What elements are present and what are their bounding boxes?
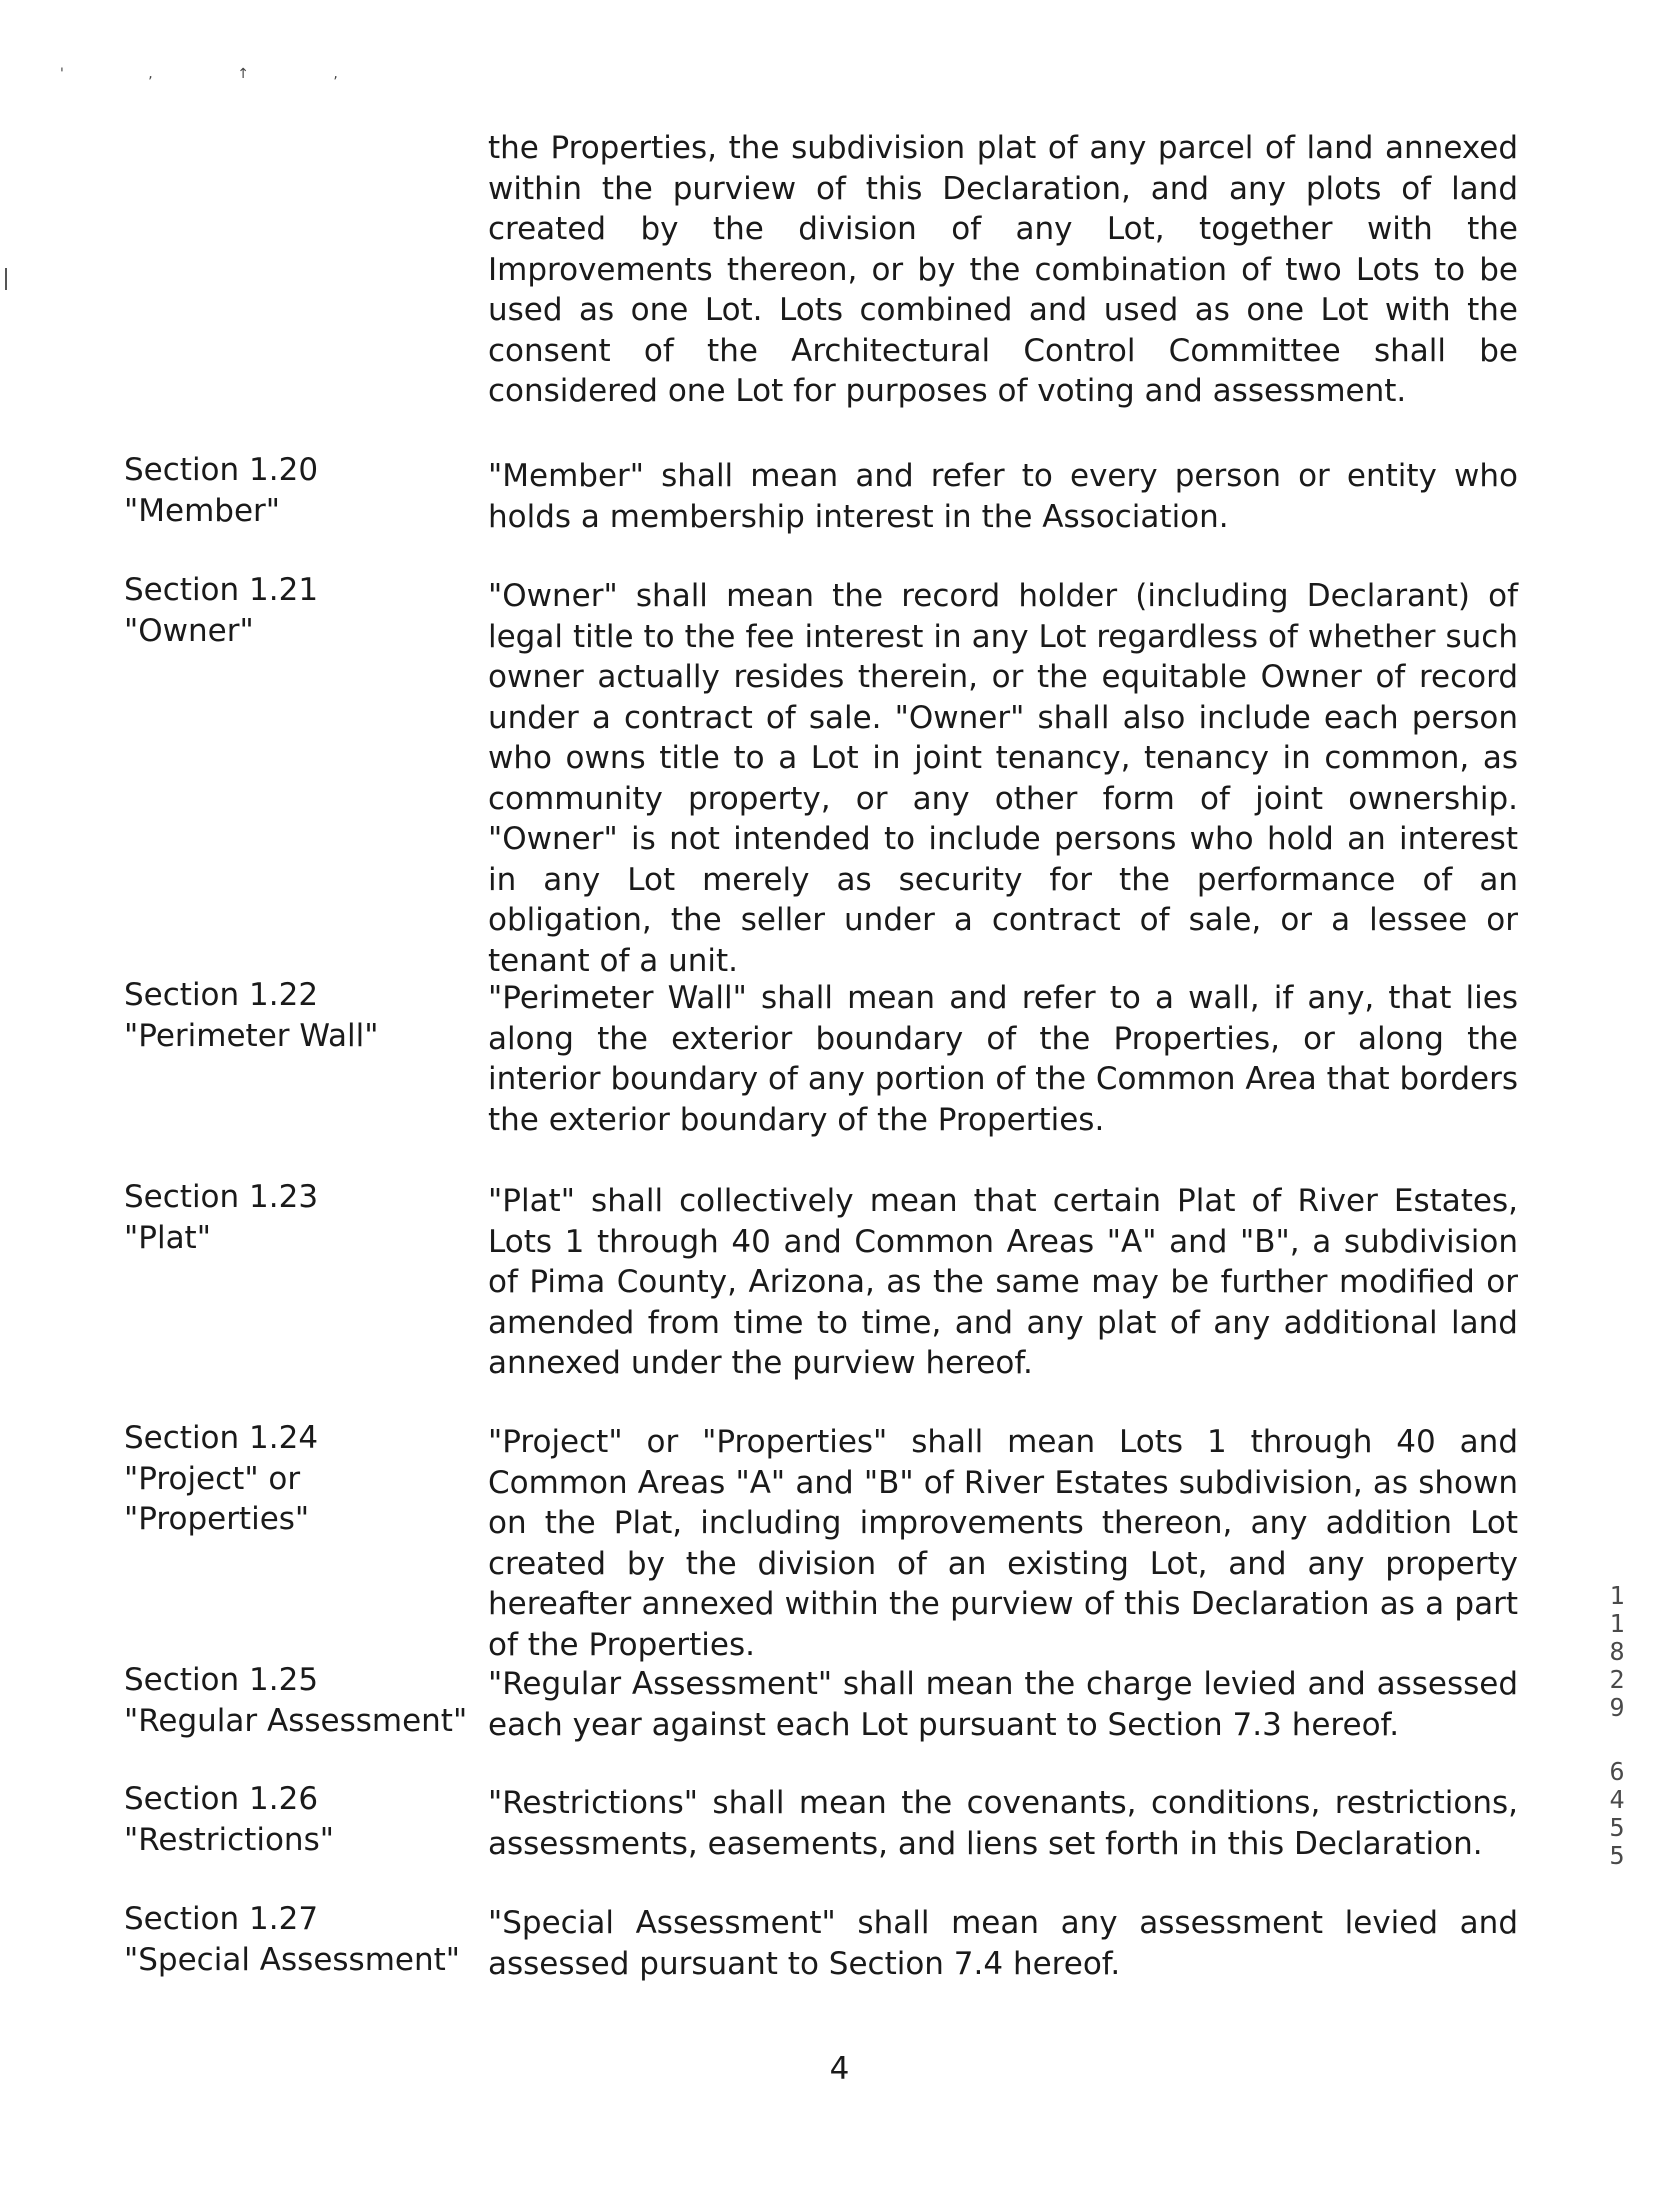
page-digit: 4 <box>1609 1785 1625 1814</box>
section-text: "Plat" shall collectively mean that certain Plat of River Estates, Lots 1 through 40 and Common Areas "A" and "B", a subdivision of Pima County, Arizona, as the same may be further modified or amended from time to time, and any plat of any additional land annexed under the purview hereof. <box>488 1183 1518 1381</box>
section-text: "Member" shall mean and refer to every person or entity who holds a membership interest in the Association. <box>488 458 1518 535</box>
section-text: "Owner" shall mean the record holder (including Declarant) of legal title to the fee interest in any Lot regardless of whether such owner actually resides therein, or the equitable Owner of record under a contract of sale. "Owner" shall also include each person who owns title to a Lot in joint tenancy, tenancy in common, as community property, or any other form of joint ownership. "Owner" is not intended to include persons who hold an interest in any Lot merely as security for the performance of an obligation, the seller under a contract of sale, or a lessee or tenant of a unit. <box>488 578 1518 979</box>
section-term: "Member" <box>124 492 281 529</box>
section-label <box>124 1660 474 1741</box>
section-label <box>124 1779 474 1860</box>
section-term: "Project" or <box>124 1460 301 1497</box>
section-number: Section 1.26 <box>124 1781 319 1817</box>
section-term: "Owner" <box>124 612 254 649</box>
page-number: 4 <box>829 2051 850 2087</box>
docket-digit: 2 <box>1609 1665 1625 1694</box>
section-label <box>124 1177 474 1258</box>
section-text: "Special Assessment" shall mean any assessment levied and assessed pursuant to Section 7.4 hereof. <box>488 1905 1518 1982</box>
section-number: Section 1.24 <box>124 1420 319 1456</box>
section-term: "Special Assessment" <box>124 1941 461 1978</box>
section-text: "Regular Assessment" shall mean the charge levied and assessed each year against each Lot pursuant to Section 7.3 hereof. <box>488 1666 1518 1743</box>
section-number: Section 1.21 <box>124 572 319 608</box>
scan-edge-mark <box>5 268 7 290</box>
section-label <box>124 450 474 531</box>
scan-artifact-marks: ' , ↑ , <box>60 66 378 82</box>
section-term: "Plat" <box>124 1219 211 1256</box>
docket-digit: 1 <box>1609 1609 1625 1638</box>
section-number: Section 1.25 <box>124 1662 319 1698</box>
recording-number-stamp <box>1603 1582 1631 1870</box>
section-text: "Restrictions" shall mean the covenants, conditions, restrictions, assessments, easements, and liens set forth in this Declaration. <box>488 1785 1518 1862</box>
page-digit: 5 <box>1609 1813 1625 1842</box>
docket-digit: 9 <box>1609 1693 1625 1722</box>
docket-digit: 1 <box>1609 1581 1625 1610</box>
section-number: Section 1.27 <box>124 1901 319 1937</box>
page-digit: 5 <box>1609 1841 1625 1870</box>
docket-digit: 8 <box>1609 1637 1625 1666</box>
section-term: "Perimeter Wall" <box>124 1017 379 1054</box>
section-label <box>124 1418 474 1540</box>
section-label <box>124 570 474 651</box>
section-text: "Perimeter Wall" shall mean and refer to a wall, if any, that lies along the exterior boundary of the Properties, or along the interior boundary of any portion of the Common Area that borders the exterior boundary of the Properties. <box>488 980 1518 1138</box>
docket-number <box>1603 1582 1631 1722</box>
intro-paragraph: the Properties, the subdivision plat of any parcel of land annexed within the purview of this Declaration, and any plots of land created by the division of any Lot, together with the Improvements thereon, or by the combination of two Lots to be used as one Lot. Lots combined and used as one Lot with the consent of the Architectural Control Committee shall be considered one Lot for purposes of voting and assessment. <box>488 130 1518 409</box>
section-text: "Project" or "Properties" shall mean Lots 1 through 40 and Common Areas "A" and "B" of River Estates subdivision, as shown on the Plat, including improvements thereon, any addition Lot created by the division of an existing Lot, and any property hereafter annexed within the purview of this Declaration as a part of the Properties. <box>488 1424 1518 1663</box>
section-term: "Properties" <box>124 1501 310 1537</box>
page-digit: 6 <box>1609 1757 1625 1786</box>
section-term: "Restrictions" <box>124 1821 334 1858</box>
section-number: Section 1.20 <box>124 452 319 488</box>
section-number: Section 1.22 <box>124 977 319 1013</box>
section-term: "Regular Assessment" <box>124 1702 468 1739</box>
page-record-number <box>1603 1758 1631 1870</box>
section-label <box>124 1899 474 1980</box>
section-label <box>124 975 474 1056</box>
section-number: Section 1.23 <box>124 1179 319 1215</box>
